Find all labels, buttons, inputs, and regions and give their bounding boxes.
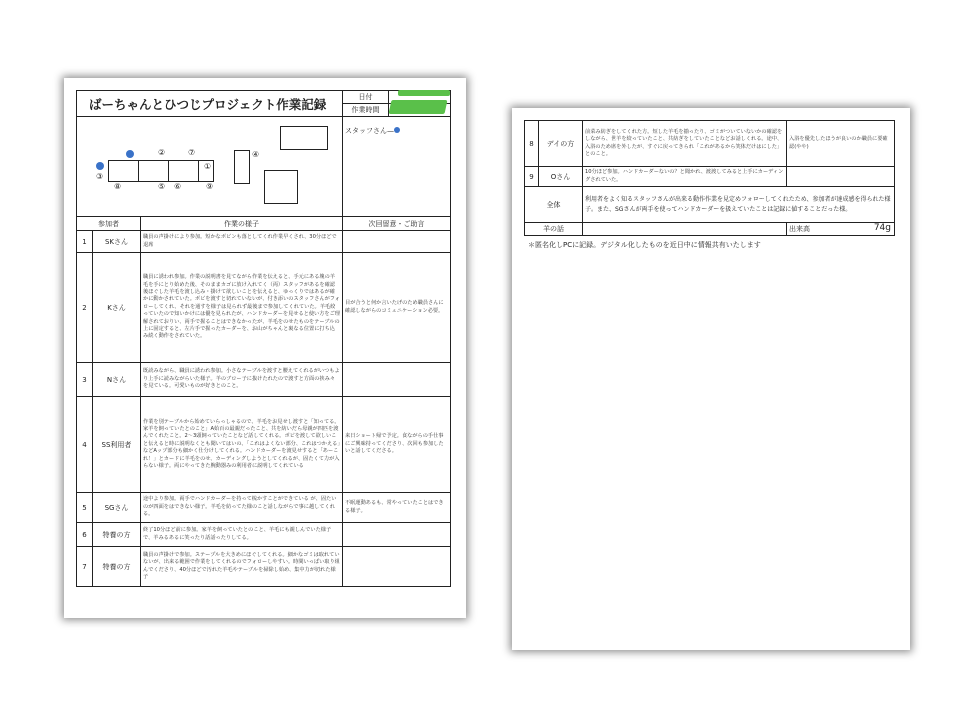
next-notes [343,363,451,397]
work-notes: 10分ほど参加。ハンドカーダーないの？と聞かれ、渡渡してみると上手にカーディングされていた。 [583,167,787,187]
participant-header: 参加者 [77,217,141,231]
records-table-continued [524,120,895,236]
table-row [525,121,895,167]
participant-name: Oさん [539,167,583,187]
record-sheet-page-1 [64,78,466,618]
row-number: 9 [525,167,539,187]
next-notes [343,547,451,587]
table-row [77,547,451,587]
row-number: 5 [77,493,93,523]
participant-name: 特養の方 [93,523,141,547]
table-row [77,231,451,253]
row-number: 1 [77,231,93,253]
yarn-row [525,223,895,236]
box-shape [264,170,298,204]
participant-name: デイの方 [539,121,583,167]
yarn-label: 羊の話 [525,223,583,236]
staff-position-icon [126,150,134,158]
next-notes [343,523,451,547]
table-shape [138,160,170,182]
row-number: 7 [77,547,93,587]
summary-label: 全体 [525,187,583,223]
footnote: ＊匿名化しPCに記録。デジタル化したものを近日中に情報共有いたします [528,241,761,249]
date-label: 日付 [343,91,389,104]
seat-label: ⑧ [114,182,122,191]
table-shape [168,160,200,182]
seat-label: ① [204,162,212,171]
row-number: 8 [525,121,539,167]
row-number: 4 [77,397,93,493]
row-number: 6 [77,523,93,547]
worktime-label: 作業時間 [343,104,389,117]
seat-label: ④ [252,150,260,159]
output-cell [787,223,895,236]
table-row [77,363,451,397]
yarn-value [583,223,787,236]
seat-label: ③ [96,172,104,181]
row-number: 3 [77,363,93,397]
work-notes: 職員の声掛けにより参加。短かなボビンも落としてくれ作業早くされ、30分ほどで退席 [141,231,343,253]
seat-label: ⑤ [158,182,166,191]
staff-marker-icon [394,127,400,133]
next-header: 次回留意・ご助言 [343,217,451,231]
output-value: 74g [873,223,891,233]
participant-name: Nさん [93,363,141,397]
next-notes: 入浴を優先したほうが良いのか職員に要確認(やや) [787,121,895,167]
record-sheet-page-2 [512,108,910,650]
participant-name: SS利用者 [93,397,141,493]
box-shape [280,126,328,150]
staff-position-icon [96,162,104,170]
work-notes: 既読みながら、職員に誘われ参加。小さなテーブルを渡すと腰えてくれるがいつもより上手に読みながらいた様子。羊のブロー子に抜けたれたので渡すと方面の挟み々を見ている。可愛いものが好きとのこと。 [141,363,343,397]
work-notes: 職員の声掛けで参加。ステープルを大きめにほぐしてくれる。細かなゴミは取れていないが、出来る範囲で作業をしてくれるのでフォローしやすい。時間いっぱい取り組んでくださり、40分ほどで汚れた羊毛やテーブルを掃除し始め、集中力が切れた様子 [141,547,343,587]
work-notes: 終了10分ほど前に参加。家羊を飼っていたとのこと、羊毛にも親しんでいた様子で、羊みるあるに笑ったり話話ったりしてる。 [141,523,343,547]
seat-label: ⑦ [188,148,196,157]
staff-label: スタッフさん— [345,127,394,135]
shelf-shape [234,150,250,184]
next-notes [343,231,451,253]
work-header: 作業の様子 [141,217,343,231]
participant-name: SGさん [93,493,141,523]
table-row [77,253,451,363]
redaction-mark [398,90,450,96]
output-label: 出来高 [789,225,810,233]
page-title: ばーちゃんとひつじプロジェクト作業記録 [77,91,343,117]
work-notes: 途中より参加。両手でハンドカーダーを持って梳かすことができている が、固たいのが四面をはできない様子。羊毛を紡ってた様のこと話しながらで事に越してくれる。 [141,493,343,523]
work-notes: 職員に誘われ参加。作業の説明書を見てながら作業を伝えると、手元にある塊の羊毛を手にとり始めた後、そのままカゴに放け入れてく（両）スタッフがあるを確認後ほぐした羊毛を渡し込み・掛けて欲しいことを伝えると、ゆっくりではあるが確かに動かされていた。ボビを渡すと切れていないが、付き添いのスタッフさんがフォローしてくれ、それを通すを様子は見られず最後まで参加してくれていた。羊毛絞っていたので知いかけには優を見られたが、ハンドカーダーを見せると使い方をご理解されておりい、両手で握ることはできなかったが、羊毛をのせたものをテーブルの上に固定すると、左片手で握ったカーダーを、お山がちゃんと裏なる位置に打ち込み続く動作をされていた。 [141,253,343,363]
next-notes: 不眠運動あるも、常やっていたことはできる様子。 [343,493,451,523]
summary-text: 利用者をよく知るスタッフさんが出来る動作作業を見定めフォローしてくれたため、参加者が達成感を得られた様子。また、SGさんが両手を使ってハンドカーダーを扱えていたことは記録に値することだった様。 [583,187,895,223]
records-table [76,216,451,587]
next-notes: 来日ショート帰で予定。食ながらの手仕事にご興味持ってくださり、次回も参加したいと話してくださる。 [343,397,451,493]
table-row [77,397,451,493]
work-notes: 作業を別テーブルから始めていらっしゃるので、羊毛をお見せし渡すと「知ってる。家羊を飼っていたとのこと」A始百の最親だったこと、共を紡いだら母親が四匹を渡んでくれたこと。2〜3頭飼っていたことなど話してくれる。ボビを渡して欲しいこと伝えると時に説明なくとも聞いてはいの、「これはよくない部分、これはつかえる」などAップ部分も細かく仕分けしてくれる。ハンドカーダーを渡見せすると「あーこれ！」とカードに羊毛をのせ、カーディングしようとしてくれるが、固たくて力が入らない様子。両にやってきた腕動器みの利用者に説明してくれている [141,397,343,493]
table-row [525,167,895,187]
summary-row [525,187,895,223]
row-number: 2 [77,253,93,363]
seat-label: ⑨ [206,182,214,191]
redaction-mark [389,100,448,114]
work-notes: 前菜み紡ぎをしてくれた方。短した羊毛を揃ったり、ゴミがついていないかの確認をしながら、世羊を絞っていたこと、共紡ぎをしていたことなどお話しくれる。途中、入浴のため席を外したが、すぐに戻ってきられ「これがあるから笑体だけはにした」とのこと。 [583,121,787,167]
seat-label: ② [158,148,166,157]
next-notes: 目が合うと何か言いたげのため職員さんに確認しながらのコミュニケーション必要。 [343,253,451,363]
participant-name: Kさん [93,253,141,363]
table-row [77,493,451,523]
staff-cell [343,117,451,217]
seat-label: ⑥ [174,182,182,191]
participant-name: 特養の方 [93,547,141,587]
table-row [77,523,451,547]
table-shape [108,160,140,182]
participant-name: SKさん [93,231,141,253]
next-notes [787,167,895,187]
